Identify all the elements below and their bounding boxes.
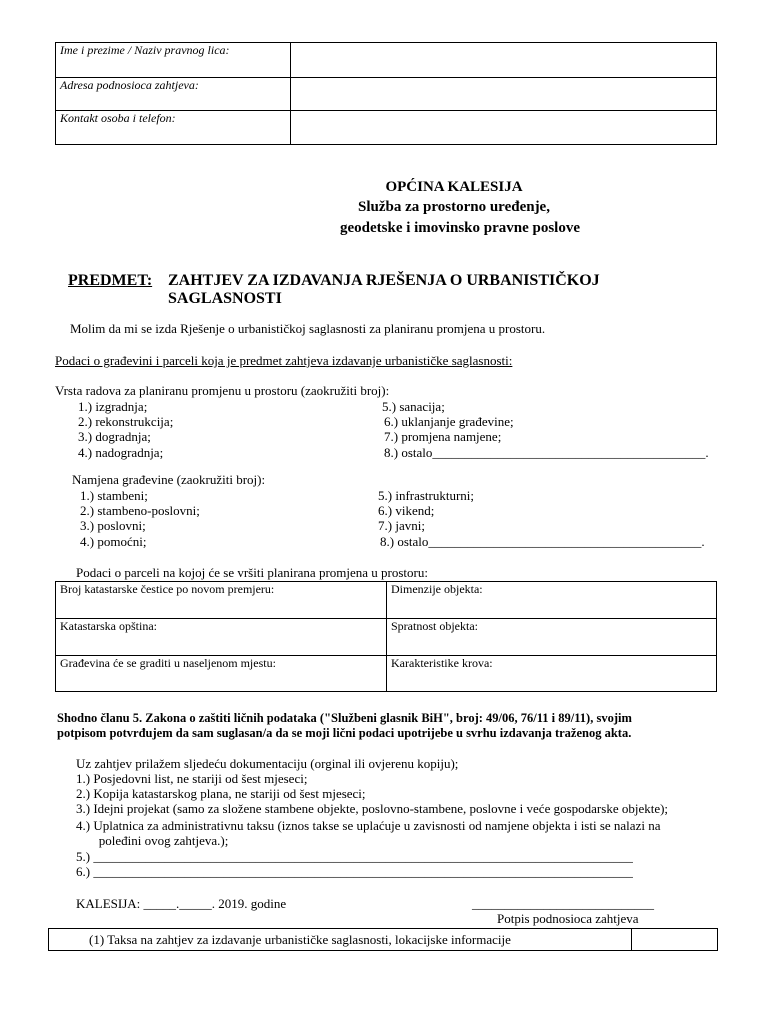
object-dimensions-field[interactable]: Dimenzije objekta:	[387, 582, 717, 619]
works-option[interactable]: 4.) nadogradnja;	[78, 445, 164, 460]
building-section-title: Podaci o građevini i parceli koja je predmet zahtjeva izdavanje urbanističke saglasnosti:	[55, 353, 513, 368]
place-date[interactable]: KALESIJA: _____._____. 2019. godine	[76, 896, 287, 911]
works-option[interactable]: 5.) sanacija;	[382, 399, 445, 414]
parcel-table	[55, 581, 717, 692]
works-option[interactable]: 8.) ostalo__________________________________________.	[384, 445, 709, 460]
fee-value[interactable]	[632, 929, 718, 951]
subject-title-line2: SAGLASNOSTI	[168, 290, 282, 307]
purpose-option[interactable]: 7.) javni;	[378, 518, 425, 533]
works-option[interactable]: 3.) dogradnja;	[78, 429, 151, 444]
docs-item: poleđini ovog zahtjeva.);	[76, 833, 229, 848]
works-option[interactable]: 6.) uklanjanje građevine;	[384, 414, 514, 429]
docs-item: 4.) Uplatnica za administrativnu taksu (iznos takse se uplaćuje u zavisnosti od namjene objekta i isti se nalazi na	[76, 818, 661, 833]
docs-title: Uz zahtjev prilažem sljedeću dokumentaciju (orginal ili ovjerenu kopiju);	[76, 756, 459, 771]
docs-item: 2.) Kopija katastarskog plana, ne stariji od šest mjeseci;	[76, 786, 366, 801]
docs-item-blank[interactable]: 6.) ___________________________________________________________________________________	[76, 864, 633, 879]
docs-item-blank[interactable]: 5.) ___________________________________________________________________________________	[76, 849, 633, 864]
purpose-option[interactable]: 3.) poslovni;	[80, 518, 146, 533]
parcel-number-field[interactable]: Broj katastarske čestice po novom premjeru:	[56, 582, 387, 619]
works-option[interactable]: 2.) rekonstrukcija;	[78, 414, 174, 429]
consent-line2: potpisom potvrđujem da sam suglasan/a da se moji lični podaci upotrijebe u svrhu izdavanja traženog akta.	[57, 726, 632, 740]
applicant-table	[55, 42, 717, 145]
purpose-option[interactable]: 4.) pomoćni;	[80, 534, 147, 549]
contact-field[interactable]	[291, 111, 717, 145]
purpose-option[interactable]: 5.) infrastrukturni;	[378, 488, 475, 503]
municipality-title: OPĆINA KALESIJA	[385, 179, 523, 195]
object-floors-field[interactable]: Spratnost objekta:	[387, 619, 717, 656]
intro-text: Molim da mi se izda Rješenje o urbanističkoj saglasnosti za planiranu promjena u prostoru.	[70, 321, 546, 336]
subject-title-line1: ZAHTJEV ZA IZDAVANJA RJEŠENJA O URBANISTIČKOJ	[168, 272, 600, 289]
service-title-line1: Služba za prostorno uređenje,	[358, 199, 550, 215]
consent-line1: Shodno članu 5. Zakona o zaštiti ličnih podataka ("Službeni glasnik BiH", broj: 49/06, 76/11 i 89/11), svojim	[57, 711, 632, 725]
signature-label: Potpis podnosioca zahtjeva	[497, 911, 639, 926]
purpose-option[interactable]: 2.) stambeno-poslovni;	[80, 503, 200, 518]
purpose-option[interactable]: 6.) vikend;	[378, 503, 435, 518]
works-option[interactable]: 1.) izgradnja;	[78, 399, 148, 414]
applicant-name-field[interactable]	[291, 43, 717, 78]
cadastral-municipality-field[interactable]: Katastarska opština:	[56, 619, 387, 656]
contact-label: Kontakt osoba i telefon:	[56, 111, 291, 145]
fee-table	[48, 928, 718, 951]
parcel-title: Podaci o parceli na kojoj će se vršiti planirana promjena u prostoru:	[76, 565, 428, 580]
settlement-field[interactable]: Građevina će se graditi u naseljenom mjestu:	[56, 656, 387, 692]
applicant-address-label: Adresa podnosioca zahtjeva:	[56, 78, 291, 111]
fee-text: (1) Taksa na zahtjev za izdavanje urbanističke saglasnosti, lokacijske informacije	[49, 929, 632, 951]
applicant-name-label: Ime i prezime / Naziv pravnog lica:	[56, 43, 291, 78]
works-option[interactable]: 7.) promjena namjene;	[384, 429, 502, 444]
works-title: Vrsta radova za planiranu promjenu u prostoru (zaokružiti broj):	[55, 383, 390, 398]
subject-label: PREDMET:	[68, 272, 153, 289]
roof-characteristics-field[interactable]: Karakteristike krova:	[387, 656, 717, 692]
docs-item: 3.) Idejni projekat (samo za složene stambene objekte, poslovno-stambene, poslovne i veće gospodarske objekte);	[76, 801, 669, 816]
purpose-title: Namjena građevine (zaokružiti broj):	[72, 472, 266, 487]
docs-item: 1.) Posjedovni list, ne stariji od šest mjeseci;	[76, 771, 308, 786]
purpose-option[interactable]: 1.) stambeni;	[80, 488, 148, 503]
purpose-option[interactable]: 8.) ostalo__________________________________________.	[380, 534, 705, 549]
applicant-address-field[interactable]	[291, 78, 717, 111]
signature-line[interactable]: ____________________________	[472, 896, 654, 911]
service-title-line2: geodetske i imovinsko pravne poslove	[339, 220, 580, 236]
